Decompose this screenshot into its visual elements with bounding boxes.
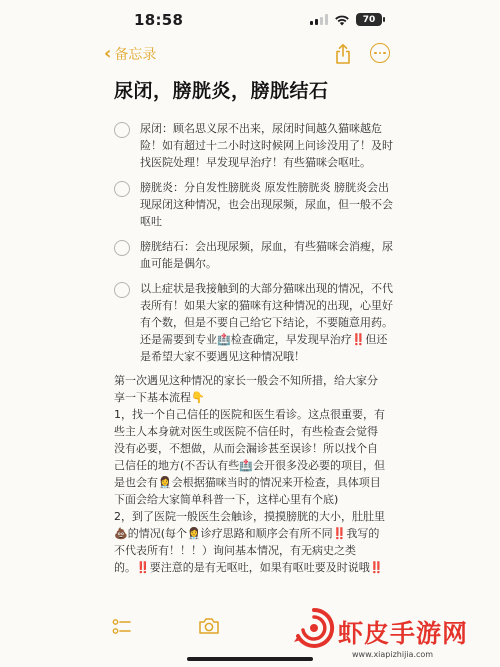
camera-icon[interactable] bbox=[198, 617, 220, 635]
checkbox[interactable] bbox=[114, 282, 130, 298]
checkbox[interactable] bbox=[114, 240, 130, 256]
checklist-item-text: 膀胱炎：分自发性膀胱炎 原发性膀胱炎 膀胱炎会出现尿闭这种情况，也会出现尿频，尿血，但一般不会呕吐 bbox=[140, 181, 393, 228]
signal-icon bbox=[310, 14, 328, 25]
checklist-item bbox=[114, 120, 394, 171]
status-bar bbox=[0, 0, 500, 38]
shrimp-logo-icon bbox=[292, 606, 336, 650]
checklist-item-text: 以上症状是我接触到的大部分猫咪出现的情况，不代表所有！如果大家的猫咪有这种情况的出现，心里好有个数，但是不要自己给它下结论，不要随意用药。还是需要到专业🏥检查确定，早发现早治疗‼️但还是希望大家不要遇见这种情况哦！ bbox=[140, 282, 393, 363]
checklist-item bbox=[114, 280, 394, 365]
battery-icon: 70 bbox=[356, 13, 382, 26]
note-paragraph: 第一次遇见这种情况的家长一般会不知所措，给大家分享一下基本流程👇 bbox=[114, 374, 378, 404]
watermark-text: 虾皮手游网 bbox=[338, 619, 469, 648]
checkbox[interactable] bbox=[114, 181, 130, 197]
checklist-item bbox=[114, 179, 394, 230]
wifi-icon bbox=[334, 14, 350, 26]
status-time: 18:58 bbox=[134, 11, 184, 29]
checklist-item-text: 尿闭：顾名思义尿不出来，尿闭时间越久猫咪越危险！如有超过十二小时这时候网上问诊没用了！及时找医院处理！早发现早治疗！有些猫咪会呕吐。 bbox=[140, 122, 393, 169]
checklist bbox=[114, 120, 394, 373]
watermark bbox=[292, 606, 497, 664]
note-title: 尿闭，膀胱炎，膀胱结石 bbox=[114, 80, 329, 102]
note-paragraph: 1，找一个自己信任的医院和医生看诊。这点很重要，有些主人本身就对医生或医院不信任时，有些检查会觉得没有必要，不想做，从而会漏诊甚至误诊！所以找个自己信任的地方(不否认有些🏥会开很多没必要的项目，但是也会有👩‍⚕️会根据猫咪当时的情况来开检查，具体项目下面会给大家简单科普一下，这样心里有个底) bbox=[114, 408, 385, 506]
checklist-icon[interactable] bbox=[112, 617, 132, 637]
share-icon[interactable] bbox=[334, 43, 352, 65]
nav-bar bbox=[0, 38, 500, 72]
checklist-item bbox=[114, 238, 394, 272]
note-body[interactable] bbox=[114, 372, 386, 576]
checklist-item-text: 膀胱结石：会出现尿频，尿血，有些猫咪会消瘦，尿血可能是偶尔。 bbox=[140, 240, 393, 270]
note-paragraph: 2，到了医院一般医生会触诊，摸摸膀胱的大小，肚肚里💩的情况(每个👩‍⚕️诊疗思路和顺序会有所不同‼️我写的不代表所有！！！）询问基本情况，有无病史之类的。‼️要注意的是有无呕吐，如果有呕吐要及时说哦‼️ bbox=[114, 510, 385, 574]
back-label: 备忘录 bbox=[114, 47, 157, 63]
watermark-url: www.xiapizhijia.com bbox=[352, 650, 434, 659]
checkbox[interactable] bbox=[114, 122, 130, 138]
chevron-left-icon: ‹ bbox=[104, 43, 112, 64]
status-icons bbox=[310, 13, 382, 26]
more-icon[interactable] bbox=[370, 43, 390, 63]
back-button[interactable] bbox=[104, 44, 156, 64]
